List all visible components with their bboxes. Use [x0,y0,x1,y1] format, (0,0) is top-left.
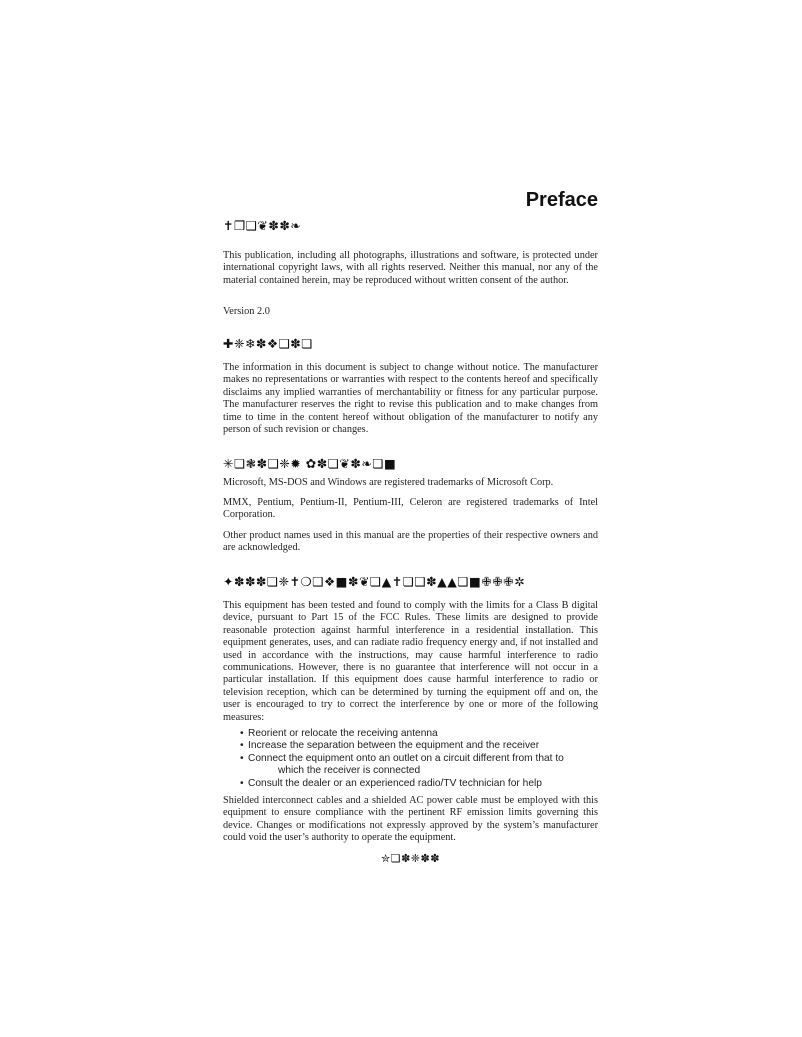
fcc-paragraph: This equipment has been tested and found to comply with the limits for a Class B digital device, pursuant to Part 15 of the FCC Rules. These limits are designed to provide reasonable protection against harmful interference in a residential installation. This equipment generates, uses, and can radiate radio frequency energy and, if not installed and used in accordance with the instructions, may cause harmful interference to radio communications. However, there is no guarantee that interference will not occur in a particular installation. If this equipment does cause harmful interference to radio or television reception, which can be determined by turning the equipment off and on, the user is encouraged to try to correct the interference by one or more of the following measures: [223,600,598,723]
disclaimer-paragraph: The information in this document is subject to change without notice. The manufacturer makes no representations or warranties with respect to the contents hereof and specifically disclaims any implied warranties of merchantability or fitness for any particular purpose. The manufacturer reserves the right to revise this publication and to make changes from time to time in the content hereof without obligation of the manufacturer to notify any person of such revision or changes. [223,362,598,436]
trademark-paragraph-other: Other product names used in this manual are the properties of their respective owners and are acknowledged. [223,530,598,554]
list-item [240,740,600,752]
section-heading-copyright: ✝❒❑❦✽✽❧ [223,218,302,233]
list-item-text: Increase the separation between the equipment and the receiver [248,740,540,752]
page-footer: ✮❏✽❈✽✽ [381,852,440,865]
trademark-paragraph-intel: MMX, Pentium, Pentium-II, Pentium-III, Celeron are registered trademarks of Intel Corporation. [223,497,598,521]
fcc-closing-paragraph: Shielded interconnect cables and a shielded AC power cable must be employed with this equipment to ensure compliance with the pertinent RF emission limits governing this device. Changes or modifications not expressly approved by the system’s manufacturer could void the user’s authority to operate the equipment. [223,795,598,844]
copyright-paragraph: This publication, including all photographs, illustrations and software, is protected under international copyright laws, with all rights reserved. Neither this manual, nor any of the material contained herein, may be reproduced without written consent of the author. [223,250,598,286]
list-item [240,778,600,790]
list-item [240,753,600,778]
page-title: Preface [525,189,598,211]
section-heading-trademarks: ✳❏❃✽❑❈✹ ✿✽❏❦✽❧❏■ [223,456,397,471]
bullet-glyph: • [240,728,244,739]
list-item [240,728,600,740]
version-paragraph: Version 2.0 [223,306,270,317]
list-item-text: Connect the equipment onto an outlet on a circuit different from that to [248,752,564,764]
section-heading-disclaimer: ✚❈❄✽❖❑✽❏ [223,336,313,351]
trademark-paragraph-microsoft: Microsoft, MS-DOS and Windows are registered trademarks of Microsoft Corp. [223,477,554,488]
fcc-measures-list [240,728,600,790]
bullet-glyph: • [240,740,244,752]
list-item-continuation: which the receiver is connected [278,765,421,777]
list-item-text: Reorient or relocate the receiving antenna [248,728,438,739]
bullet-glyph: • [240,777,244,789]
list-item-text: Consult the dealer or an experienced radio/TV technician for help [248,777,542,789]
bullet-glyph: • [240,752,244,764]
section-heading-fcc: ✦✽✽✽❏❈✝❍❑❖■✽❦❏▲✝❏❑✽▲▲❏■✙✙✙✲ [223,574,526,589]
